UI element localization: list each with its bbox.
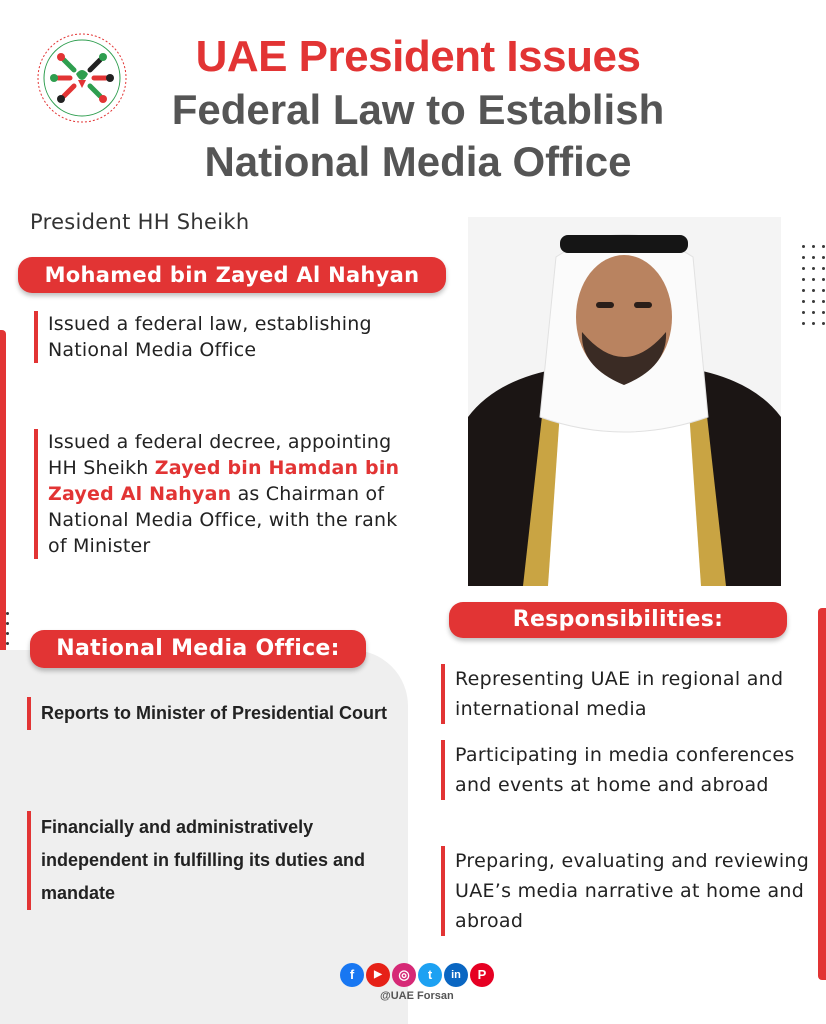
linkedin-icon[interactable]: in [444, 963, 468, 987]
president-portrait [468, 217, 781, 586]
action-item-law [34, 311, 414, 363]
facebook-icon[interactable]: f [340, 963, 364, 987]
twitter-icon[interactable]: t [418, 963, 442, 987]
youtube-icon[interactable]: ▶ [366, 963, 390, 987]
uae-forsan-logo [34, 30, 130, 126]
nmo-item-independent: Financially and administratively independent in fulfilling its duties and mandate [27, 811, 402, 910]
title-line-2: Federal Law to Establish [171, 86, 665, 133]
responsibility-item-participating: Participating in media conferences and events at home and abroad [441, 740, 811, 800]
right-dot-grid [802, 245, 826, 325]
responsibility-item-narrative: Preparing, evaluating and reviewing UAE’s media narrative at home and abroad [441, 846, 811, 936]
responsibilities-pill: Responsibilities: [449, 602, 787, 638]
responsibility-item-representing: Representing UAE in regional and international media [441, 664, 811, 724]
action-item-decree [34, 429, 419, 559]
social-handle: @UAE Forsan [380, 990, 454, 1002]
national-media-office-pill: National Media Office: [30, 630, 366, 668]
right-accent-bar [818, 608, 826, 980]
president-name-pill: Mohamed bin Zayed Al Nahyan [18, 257, 446, 293]
title-line-3: National Media Office [204, 138, 632, 185]
social-icons [340, 963, 494, 987]
instagram-icon[interactable]: ◎ [392, 963, 416, 987]
page-title [138, 30, 698, 188]
action-item-law-text: Issued a federal law, establishing National Media Office [48, 313, 372, 361]
title-line-1: UAE President Issues [195, 32, 641, 81]
chairman-name-highlight: Zayed bin Hamdan bin Zayed Al Nahyan [48, 457, 400, 505]
action-decree-text-before: Issued a federal decree, appointing HH Sheikh [48, 431, 392, 479]
action-decree-text-after: as Chairman of National Media Office, with the rank of Minister [48, 483, 398, 557]
nmo-item-reports: Reports to Minister of Presidential Court [27, 697, 407, 730]
pinterest-icon[interactable]: P [470, 963, 494, 987]
president-intro: President HH Sheikh [30, 210, 250, 234]
